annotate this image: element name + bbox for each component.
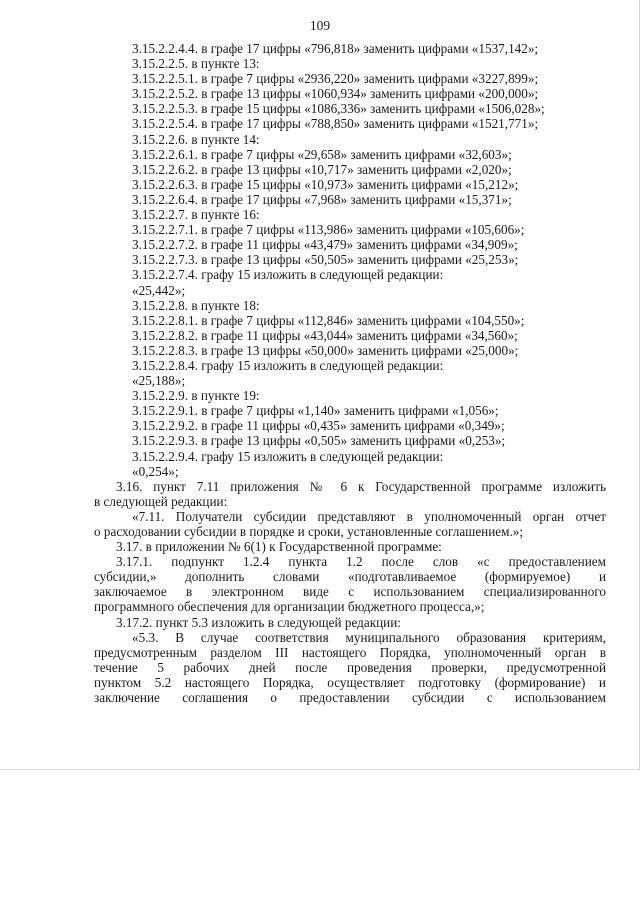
text-line: 3.15.2.2.5.3. в графе 15 цифры «1086,336» заменить цифрами «1506,028»; bbox=[132, 101, 545, 117]
text-line: 3.15.2.2.8.2. в графе 11 цифры «43,044» заменить цифрами «34,560»; bbox=[132, 327, 518, 343]
text-line: 3.17.1. подпункт 1.2.4 пункта 1.2 после слов «с предоставлением bbox=[116, 554, 606, 570]
text-line: «7.11. Получатели субсидии представляют в уполномоченный орган отчет bbox=[132, 508, 606, 524]
text-line: 3.15.2.2.7.3. в графе 13 цифры «50,505» заменить цифрами «25,253»; bbox=[132, 252, 519, 268]
text-line: «25,442»; bbox=[132, 282, 186, 298]
text-line: заключаемое в электронном виде с использованием специализированного bbox=[94, 584, 606, 600]
text-line: 3.15.2.2.8.1. в графе 7 цифры «112,846» заменить цифрами «104,550»; bbox=[132, 312, 525, 328]
text-line: «25,188»; bbox=[132, 373, 186, 389]
text-line: 3.15.2.2.9.1. в графе 7 цифры «1,140» заменить цифрами «1,056»; bbox=[132, 403, 499, 419]
text-line: 3.15.2.2.7.4. графу 15 изложить в следующей редакции: bbox=[132, 267, 444, 283]
text-line: о расходовании субсидии в порядке и сроки, установленные соглашением.»; bbox=[94, 524, 524, 539]
text-line: «5.3. В случае соответствия муниципального образования критериям, bbox=[132, 629, 606, 645]
text-line: 3.15.2.2.8.3. в графе 13 цифры «50,000» заменить цифрами «25,000»; bbox=[132, 342, 519, 358]
text-line: 3.15.2.2.9.2. в графе 11 цифры «0,435» заменить цифрами «0,349»; bbox=[132, 418, 505, 434]
text-line: в следующей редакции: bbox=[94, 493, 228, 509]
document-body bbox=[94, 41, 606, 705]
text-line: 3.15.2.2.9.3. в графе 13 цифры «0,505» заменить цифрами «0,253»; bbox=[132, 433, 506, 449]
text-line: 3.15.2.2.6.1. в графе 7 цифры «29,658» заменить цифрами «32,603»; bbox=[132, 146, 512, 162]
text-line: 3.15.2.2.9.4. графу 15 изложить в следующей редакции: bbox=[132, 448, 444, 464]
text-line: 3.15.2.2.5. в пункте 13: bbox=[132, 56, 260, 72]
text-line: 3.17. в приложении № 6(1) к Государственной программе: bbox=[116, 539, 442, 555]
text-line: пунктом 5.2 настоящего Порядка, осуществляет подготовку (формирование) и bbox=[94, 674, 606, 690]
text-line: 3.15.2.2.4.4. в графе 17 цифры «796,818» заменить цифрами «1537,142»; bbox=[132, 41, 539, 56]
text-line: программного обеспечения для организации бюджетного процесса,»; bbox=[94, 599, 485, 615]
text-line: 3.15.2.2.8.4. графу 15 изложить в следующей редакции: bbox=[132, 357, 444, 373]
text-line: 3.15.2.2.5.1. в графе 7 цифры «2936,220» заменить цифрами «3227,899»; bbox=[132, 71, 539, 87]
text-line: 3.15.2.2.5.2. в графе 13 цифры «1060,934» заменить цифрами «200,000»; bbox=[132, 86, 539, 102]
text-line: «0,254»; bbox=[132, 463, 179, 479]
text-line: 3.15.2.2.9. в пункте 19: bbox=[132, 388, 260, 404]
text-line: 3.15.2.2.7.2. в графе 11 цифры «43,479» заменить цифрами «34,909»; bbox=[132, 237, 518, 253]
text-line: 3.15.2.2.6. в пункте 14: bbox=[132, 131, 260, 147]
text-line: предусмотренным разделом III настоящего Порядка, уполномоченный орган в bbox=[94, 644, 606, 660]
text-line: 3.15.2.2.8. в пункте 18: bbox=[132, 297, 260, 313]
text-line: 3.15.2.2.6.3. в графе 15 цифры «10,973» заменить цифрами «15,212»; bbox=[132, 176, 519, 192]
text-line: заключение соглашения о предоставлении субсидии с использованием bbox=[94, 690, 606, 706]
page-number: 109 bbox=[309, 18, 331, 33]
text-line: 3.15.2.2.6.2. в графе 13 цифры «10,717» заменить цифрами «2,020»; bbox=[132, 161, 512, 177]
text-line: 3.15.2.2.6.4. в графе 17 цифры «7,968» заменить цифрами «15,371»; bbox=[132, 191, 512, 207]
text-line: 3.15.2.2.5.4. в графе 17 цифры «788,850» заменить цифрами «1521,771»; bbox=[132, 116, 539, 132]
text-line: 3.16. пункт 7.11 приложения № 6 к Государственной программе изложить bbox=[116, 478, 606, 494]
text-line: 3.15.2.2.7. в пункте 16: bbox=[132, 207, 260, 223]
text-line: субсидии,» дополнить словами «подготавливаемое (формируемое) и bbox=[94, 569, 606, 585]
text-line: 3.17.2. пункт 5.3 изложить в следующей редакции: bbox=[116, 614, 401, 630]
text-line: течение 5 рабочих дней после проведения проверки, предусмотренной bbox=[94, 659, 606, 675]
text-line: 3.15.2.2.7.1. в графе 7 цифры «113,986» заменить цифрами «105,606»; bbox=[132, 222, 525, 238]
